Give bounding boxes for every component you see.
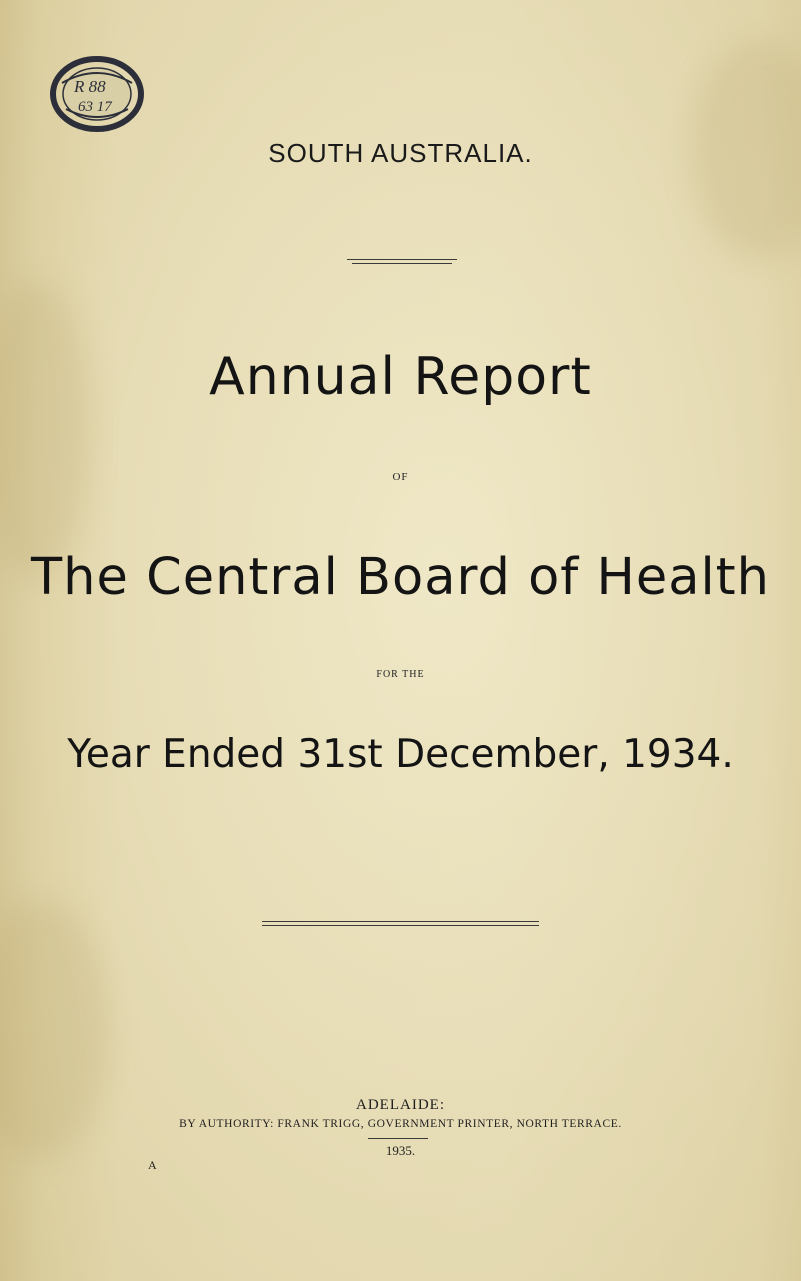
report-title: Annual Report — [209, 347, 592, 407]
imprint-city: ADELAIDE: — [356, 1097, 445, 1113]
divider-rule — [262, 921, 539, 922]
state-heading: SOUTH AUSTRALIA. — [268, 138, 533, 168]
paper-stain — [0, 280, 90, 580]
imprint-printer: BY AUTHORITY: FRANK TRIGG, GOVERNMENT PRINTER, NORTH TERRACE. — [179, 1118, 622, 1130]
svg-text:63 17: 63 17 — [78, 99, 112, 115]
divider-rule — [368, 1138, 428, 1139]
library-stamp — [48, 55, 146, 133]
signature-mark: A — [148, 1158, 157, 1172]
title-connector-of: OF — [392, 471, 409, 483]
svg-text:R 88: R 88 — [74, 77, 106, 96]
divider-rule — [352, 263, 452, 264]
divider-rule — [347, 259, 457, 260]
imprint-year: 1935. — [385, 1143, 416, 1158]
divider-rule — [262, 925, 539, 926]
board-title: The Central Board of Health — [31, 548, 770, 607]
title-connector-for-the: FOR THE — [376, 669, 425, 680]
report-period: Year Ended 31st December, 1934. — [67, 732, 734, 777]
